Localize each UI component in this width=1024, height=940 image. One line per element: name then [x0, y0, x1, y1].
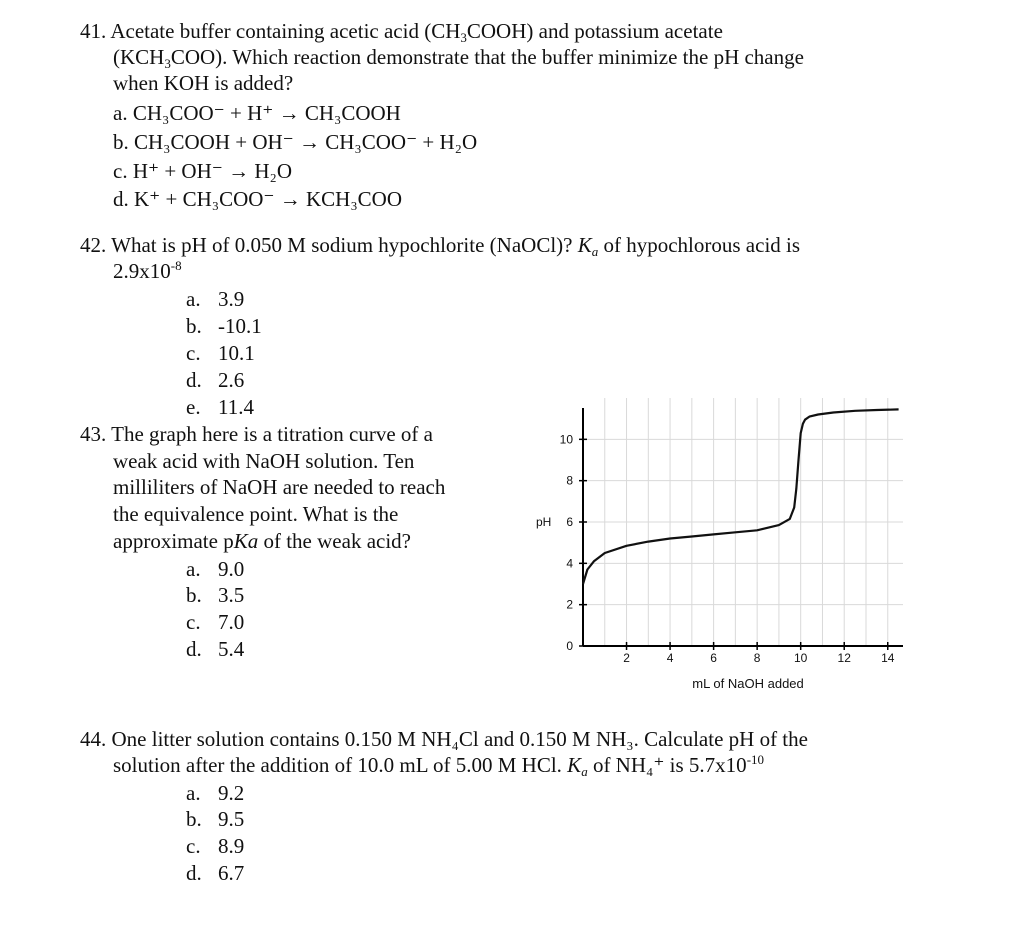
- y-tick-label: 0: [566, 639, 573, 653]
- q41-line-2: $(KCH_3COO)$. Which reaction demonstrate that the buffer minimize the pH change: [113, 45, 804, 71]
- q44-line-2: solution after the addition of 10.0 mL of 5.00 M HCl. $K_a$ of NH₄⁺ is $5.7x10^{-10}$: [113, 752, 765, 779]
- q43-option-d[interactable]: d. 5.4: [186, 637, 245, 661]
- q41-number: 41.: [80, 19, 107, 43]
- x-tick-label: 2: [623, 651, 630, 665]
- q42-option-a[interactable]: a. 3.9: [186, 287, 245, 311]
- x-tick-label: 8: [753, 651, 761, 665]
- y-tick-label: 6: [566, 515, 573, 529]
- q42-option-c[interactable]: c. 10.1: [186, 341, 255, 365]
- q42-option-e[interactable]: e. 11.4: [186, 395, 254, 419]
- y-tick-label: 2: [566, 597, 573, 612]
- q44-option-b[interactable]: b. 9.5: [186, 807, 245, 831]
- q43-number: 43.: [80, 422, 107, 446]
- y-tick-label: 4: [566, 556, 573, 571]
- q43-option-a[interactable]: a. 9.0: [186, 557, 245, 581]
- x-tick-label: 6: [710, 651, 717, 665]
- x-tick-label: 12: [837, 651, 851, 665]
- y-tick-label: 8: [566, 473, 573, 488]
- q41-line-3: when KOH is added?: [113, 71, 294, 95]
- y-axis-label: pH: [536, 515, 552, 529]
- q41-option-d[interactable]: d. K⁺ + CH₃COO⁻ → KCH₃COO: [113, 187, 403, 211]
- titration-chart: [520, 398, 920, 698]
- q44-option-c[interactable]: c. 8.9: [186, 834, 245, 858]
- x-axis-label: mL of NaOH added: [692, 676, 804, 691]
- x-tick-label: 4: [666, 651, 674, 665]
- q42-option-d[interactable]: d. 2.6: [186, 368, 245, 392]
- q41-line-1: [80, 18, 723, 44]
- q44-option-a[interactable]: a. 9.2: [186, 781, 245, 805]
- q43-line-1: 43. The graph here is a titration curve of a: [80, 422, 433, 446]
- q41-option-c[interactable]: c. H⁺ + OH⁻ → H₂O: [113, 159, 292, 183]
- x-tick-label: 10: [794, 651, 808, 665]
- q41-text: Acetate buffer containing acetic acid $(CH_3COOH)$ and potassium acetate: [110, 19, 723, 45]
- q42-line-2: $2.9x10^{-8}$: [113, 258, 182, 283]
- y-tick-label: 10: [559, 432, 573, 447]
- q43-option-b[interactable]: b. 3.5: [186, 583, 245, 607]
- q41-option-a[interactable]: a. CH₃COO⁻ + H⁺ → CH₃COOH: [113, 101, 401, 125]
- q42-option-b[interactable]: b. -10.1: [186, 314, 262, 338]
- q43-line-4: the equivalence point. What is the: [113, 502, 399, 526]
- titration-curve-line: [583, 409, 899, 584]
- q43-line-2: weak acid with NaOH solution. Ten: [113, 449, 415, 473]
- q44-number: 44.: [80, 727, 107, 751]
- q44-option-d[interactable]: d. 6.7: [186, 861, 245, 885]
- q43-line-3: milliliters of NaOH are needed to reach: [113, 475, 446, 499]
- q44-line-1: 44. One litter solution contains 0.150 M NH₄Cl and 0.150 M NH₃. Calculate pH of the: [80, 727, 808, 751]
- q41-option-b[interactable]: b. CH₃COOH + OH⁻ → CH₃COO⁻ + H₂O: [113, 130, 478, 154]
- x-tick-label: 14: [881, 651, 895, 665]
- q43-line-5: approximate pKa of the weak acid?: [113, 529, 411, 553]
- q43-option-c[interactable]: c. 7.0: [186, 610, 245, 634]
- q42-line-1: 42. What is pH of 0.050 M sodium hypochlorite (NaOCl)? $K_a$ of hypochlorous acid is: [80, 233, 801, 259]
- q42-number: 42.: [80, 233, 107, 257]
